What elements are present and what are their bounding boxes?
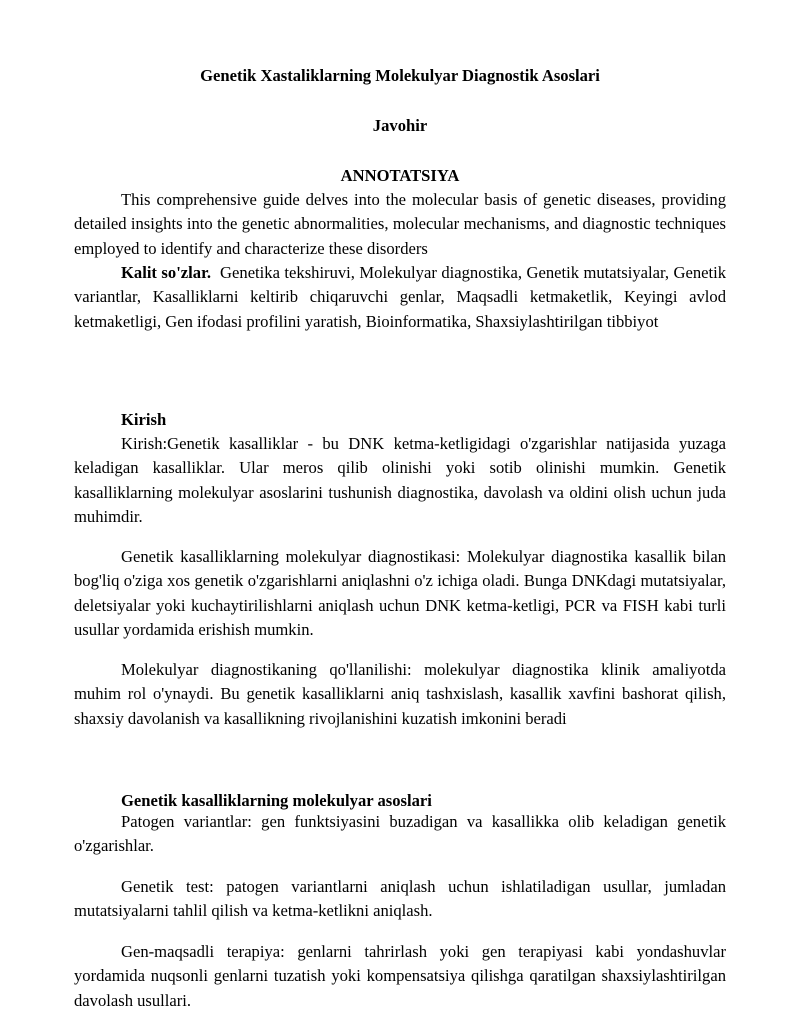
introduction-paragraph: Genetik kasalliklarning molekulyar diagnostikasi: Molekulyar diagnostika kasallik bilan bog'liq o'ziga xos genetik o'zgarishlarni aniqlashni o'z ichiga oladi. Bunga DNKdagi mutatsiyalar, deletsiyalar yoki kuchaytirilishlarni aniqlash uchun DNK ketma-ketligi, PCR va FISH kabi turli usullar yordamida erishish mumkin. (74, 547, 726, 639)
document-title: Genetik Xastaliklarning Molekulyar Diagnostik Asoslari (200, 66, 600, 85)
basics-heading: Genetik kasalliklarning molekulyar asoslari (121, 791, 432, 810)
keywords-text: Genetika tekshiruvi, Molekulyar diagnostika, Genetik mutatsiyalar, Genetik variantlar, Kasalliklarni keltirib chiqaruvchi genlar, Maqsadli ketmaketlik, Keyingi avlod ketmaketligi, Gen ifodasi profilini yaratish, Bioinformatika, Shaxsiylashtirilgan tibbiyot (74, 263, 726, 331)
introduction-paragraph: Molekulyar diagnostikaning qo'llanilishi: molekulyar diagnostika klinik amaliyotda muhim rol o'ynaydi. Bu genetik kasalliklarni aniq tashxislash, kasallik xavfini bashorat qilish, shaxsiy davolanish va kasallikning rivojlanishini kuzatish imkonini beradi (74, 660, 726, 728)
keywords-paragraph (74, 261, 726, 334)
introduction-paragraph: Kirish:Genetik kasalliklar - bu DNK ketma-ketligidagi o'zgarishlar natijasida yuzaga keladigan kasalliklar. Ular meros qilib olinishi yoki sotib olinishi mumkin. Genetik kasalliklarning molekulyar asoslarini tushunish diagnostika, davolash va oldini olish uchun juda muhimdir. (74, 434, 726, 526)
annotation-text: This comprehensive guide delves into the molecular basis of genetic diseases, providing detailed insights into the genetic abnormalities, molecular mechanisms, and diagnostic techniques employed to identify and characterize these disorders (74, 190, 726, 258)
basics-paragraph: Genetik test: patogen variantlarni aniqlash uchun ishlatiladigan usullar, jumladan mutatsiyalarni tahlil qilish va ketma-ketlikni aniqlash. (74, 877, 726, 921)
document-author: Javohir (372, 116, 428, 135)
basics-paragraph: Patogen variantlar: gen funktsiyasini buzadigan va kasallikka olib keladigan genetik o'zgarishlar. (74, 812, 726, 856)
keywords-label: Kalit so'zlar. (121, 263, 212, 282)
annotation-heading: ANNOTATSIYA (340, 166, 460, 185)
introduction-heading: Kirish (121, 410, 167, 429)
basics-paragraph: Gen-maqsadli terapiya: genlarni tahrirlash yoki gen terapiyasi kabi yondashuvlar yordamida nuqsonli genlarni tuzatish yoki kompensatsiya qilishga qaratilgan shaxsiylashtirilgan davolash usullari. (74, 942, 726, 1010)
